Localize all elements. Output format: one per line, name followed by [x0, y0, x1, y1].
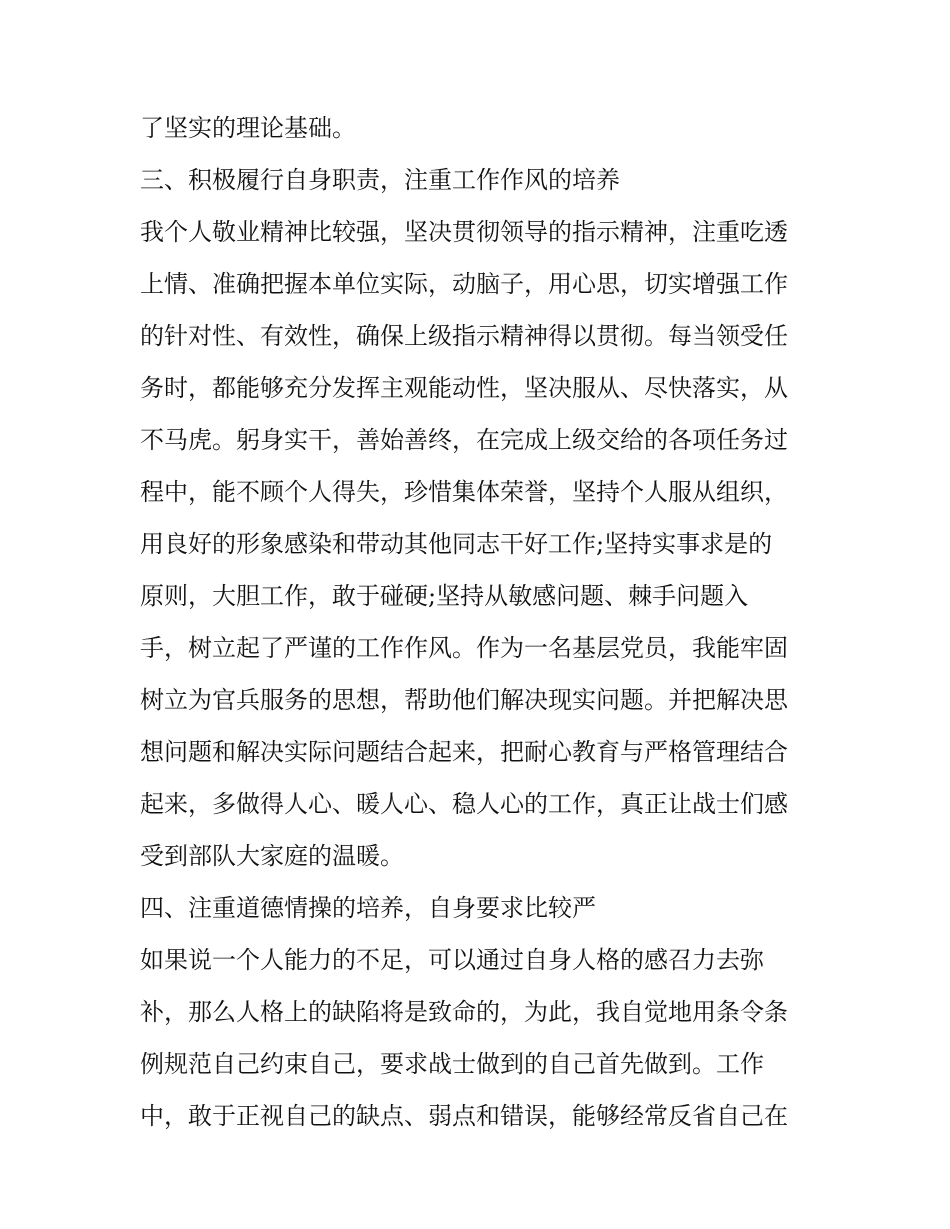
body-text-line: 我个人敬业精神比较强，坚决贯彻领导的指示精神，注重吃透: [140, 218, 788, 246]
body-text-line: 受到部队大家庭的温暖。: [140, 842, 404, 870]
body-text-line: 用良好的形象感染和带动其他同志干好工作;坚持实事求是的: [140, 530, 773, 558]
body-text-line: 例规范自己约束自己，要求战士做到的自己首先做到。工作: [140, 1050, 764, 1078]
body-text-line: 想问题和解决实际问题结合起来，把耐心教育与严格管理结合: [140, 738, 788, 766]
body-text-line: 补，那么人格上的缺陷将是致命的，为此，我自觉地用条令条: [140, 998, 788, 1026]
body-text-line: 的针对性、有效性，确保上级指示精神得以贯彻。每当领受任: [140, 322, 788, 350]
body-text-line: 不马虎。躬身实干，善始善终，在完成上级交给的各项任务过: [140, 426, 788, 454]
body-text-line: 树立为官兵服务的思想，帮助他们解决现实问题。并把解决思: [140, 686, 788, 714]
body-text-line: 中，敢于正视自己的缺点、弱点和错误，能够经常反省自己在: [140, 1102, 788, 1130]
section-heading-3: 三、积极履行自身职责，注重工作作风的培养: [140, 166, 620, 194]
body-text-line: 务时，都能够充分发挥主观能动性，坚决服从、尽快落实，从: [140, 374, 788, 402]
body-text-line: 如果说一个人能力的不足，可以通过自身人格的感召力去弥: [140, 946, 764, 974]
body-text-line: 原则，大胆工作，敢于碰硬;坚持从敏感问题、棘手问题入: [140, 582, 749, 610]
body-text-line: 了坚实的理论基础。: [140, 114, 356, 142]
body-text-line: 程中，能不顾个人得失，珍惜集体荣誉，坚持个人服从组织，: [140, 478, 788, 506]
body-text-line: 手，树立起了严谨的工作作风。作为一名基层党员，我能牢固: [140, 634, 788, 662]
body-text-line: 上情、准确把握本单位实际，动脑子，用心思，切实增强工作: [140, 270, 788, 298]
body-text-line: 起来，多做得人心、暖人心、稳人心的工作，真正让战士们感: [140, 790, 788, 818]
section-heading-4: 四、注重道德情操的培养，自身要求比较严: [140, 894, 596, 922]
